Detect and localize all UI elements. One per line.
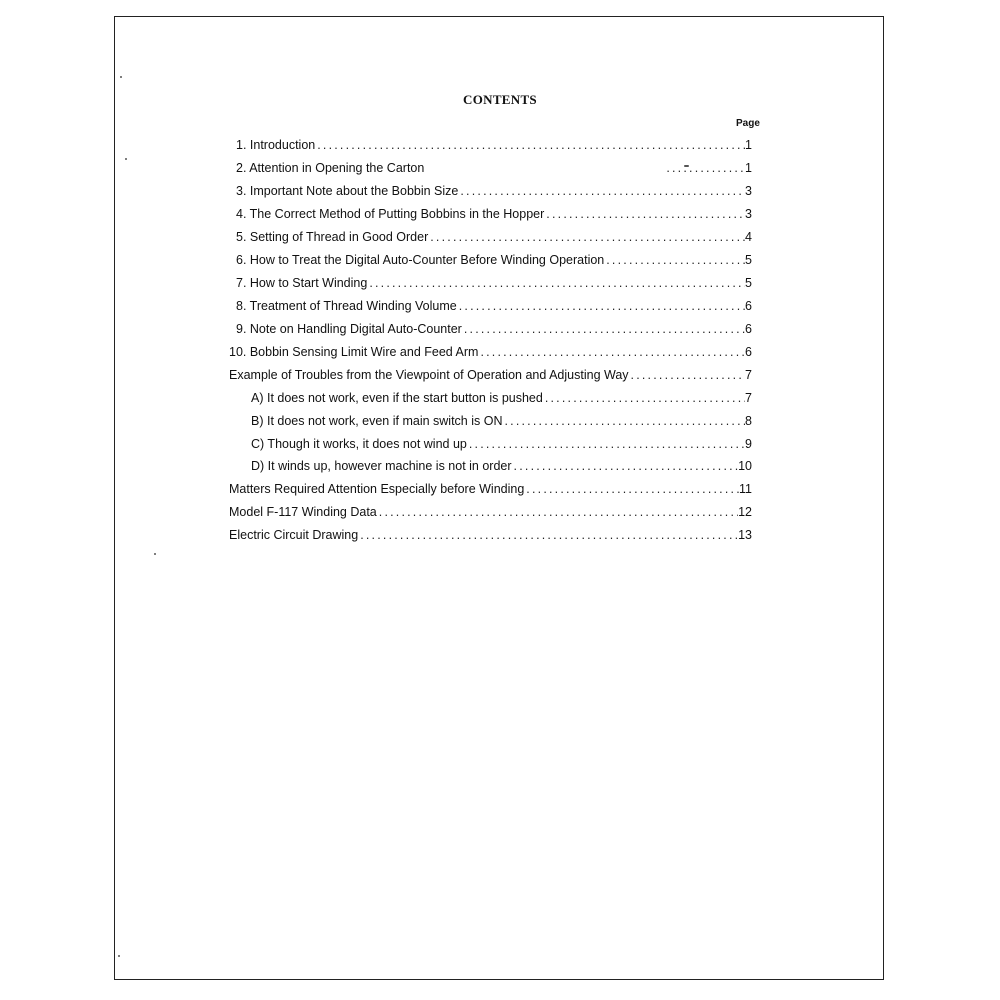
scan-speck <box>120 76 122 78</box>
toc-entry-label: 3. Important Note about the Bobbin Size <box>236 184 459 198</box>
leader-dots <box>514 459 739 473</box>
toc-entry-label: 1. Introduction <box>236 138 316 152</box>
toc-entry-circuit-drawing[interactable] <box>229 528 752 546</box>
leader-dots <box>469 437 745 451</box>
toc-entry-page: 7 <box>745 368 752 382</box>
toc-entry-label: A) It does not work, even if the start button is pushed <box>251 391 543 405</box>
leader-dots <box>317 138 745 152</box>
toc-entry-page: 5 <box>745 276 752 290</box>
scan-speck <box>118 955 120 957</box>
toc-entry-page: 10 <box>738 459 752 473</box>
toc-entry-opening-carton[interactable] <box>236 161 752 179</box>
page-title: CONTENTS <box>463 92 537 107</box>
toc-entry-page: 6 <box>745 299 752 313</box>
scan-speck <box>125 158 127 160</box>
scan-speck <box>684 165 689 167</box>
toc-entry-page: 9 <box>745 437 752 451</box>
toc-entry-page: 5 <box>745 253 752 267</box>
toc-entry-troubles[interactable] <box>229 368 752 386</box>
toc-entry-trouble-d[interactable] <box>251 459 752 477</box>
scan-speck <box>154 553 156 555</box>
toc-entry-page: 8 <box>745 414 752 428</box>
toc-entry-limit-wire[interactable] <box>229 345 752 363</box>
toc-entry-label: D) It winds up, however machine is not in order <box>251 459 512 473</box>
leader-dots <box>379 505 738 519</box>
toc-entry-page: 11 <box>739 482 752 496</box>
toc-entry-page: 4 <box>745 230 752 244</box>
toc-entry-label: 8. Treatment of Thread Winding Volume <box>236 299 457 313</box>
leader-dots <box>504 414 745 428</box>
toc-entry-label: 2. Attention in Opening the Carton <box>236 161 425 175</box>
leader-dots <box>480 345 745 359</box>
toc-entry-page: 12 <box>738 505 752 519</box>
toc-entry-digital-auto-counter[interactable] <box>236 253 752 271</box>
toc-entry-label: Model F-117 Winding Data <box>229 505 377 519</box>
page-column-label: Page <box>736 118 760 129</box>
leader-dots <box>666 161 745 175</box>
toc-entry-label: 7. How to Start Winding <box>236 276 368 290</box>
toc-entry-page: 6 <box>745 322 752 336</box>
toc-entry-trouble-a[interactable] <box>251 391 752 409</box>
toc-entry-page: 1 <box>745 138 752 152</box>
toc-entry-handling-counter[interactable] <box>236 322 752 340</box>
toc-entry-label: 9. Note on Handling Digital Auto-Counter <box>236 322 462 336</box>
toc-entry-page: 7 <box>745 391 752 405</box>
leader-dots <box>546 207 745 221</box>
toc-entry-page: 13 <box>738 528 752 542</box>
toc-entry-page: 3 <box>745 184 752 198</box>
leader-dots <box>631 368 746 382</box>
toc-entry-setting-thread[interactable] <box>236 230 752 248</box>
toc-entry-label: B) It does not work, even if main switch is ON <box>251 414 503 428</box>
toc-entry-matters-required[interactable] <box>229 482 752 500</box>
toc-entry-bobbin-size[interactable] <box>236 184 752 202</box>
leader-dots <box>464 322 745 336</box>
toc-entry-label: C) Though it works, it does not wind up <box>251 437 467 451</box>
toc-entry-label: Matters Required Attention Especially before Winding <box>229 482 525 496</box>
toc-entry-start-winding[interactable] <box>236 276 752 294</box>
toc-entry-putting-bobbins[interactable] <box>236 207 752 225</box>
toc-entry-page: 6 <box>745 345 752 359</box>
leader-dots <box>360 528 738 542</box>
toc-entry-page: 3 <box>745 207 752 221</box>
toc-entry-label: 4. The Correct Method of Putting Bobbins in the Hopper <box>236 207 545 221</box>
leader-dots <box>460 184 745 198</box>
toc-entry-label: 6. How to Treat the Digital Auto-Counter Before Winding Operation <box>236 253 605 267</box>
leader-dots <box>459 299 745 313</box>
toc-entry-introduction[interactable] <box>236 138 752 156</box>
leader-dots <box>430 230 745 244</box>
leader-dots <box>606 253 745 267</box>
toc-entry-label: Example of Troubles from the Viewpoint of Operation and Adjusting Way <box>229 368 629 382</box>
toc-entry-trouble-c[interactable] <box>251 437 752 455</box>
toc-entry-winding-volume[interactable] <box>236 299 752 317</box>
leader-dots <box>545 391 745 405</box>
toc-entry-label: 10. Bobbin Sensing Limit Wire and Feed Arm <box>229 345 479 359</box>
leader-dots <box>526 482 739 496</box>
toc-entry-trouble-b[interactable] <box>251 414 752 432</box>
toc-entry-label: Electric Circuit Drawing <box>229 528 359 542</box>
toc-entry-winding-data[interactable] <box>229 505 752 523</box>
toc-entry-label: 5. Setting of Thread in Good Order <box>236 230 429 244</box>
leader-dots <box>369 276 745 290</box>
toc-entry-page: 1 <box>745 161 752 175</box>
